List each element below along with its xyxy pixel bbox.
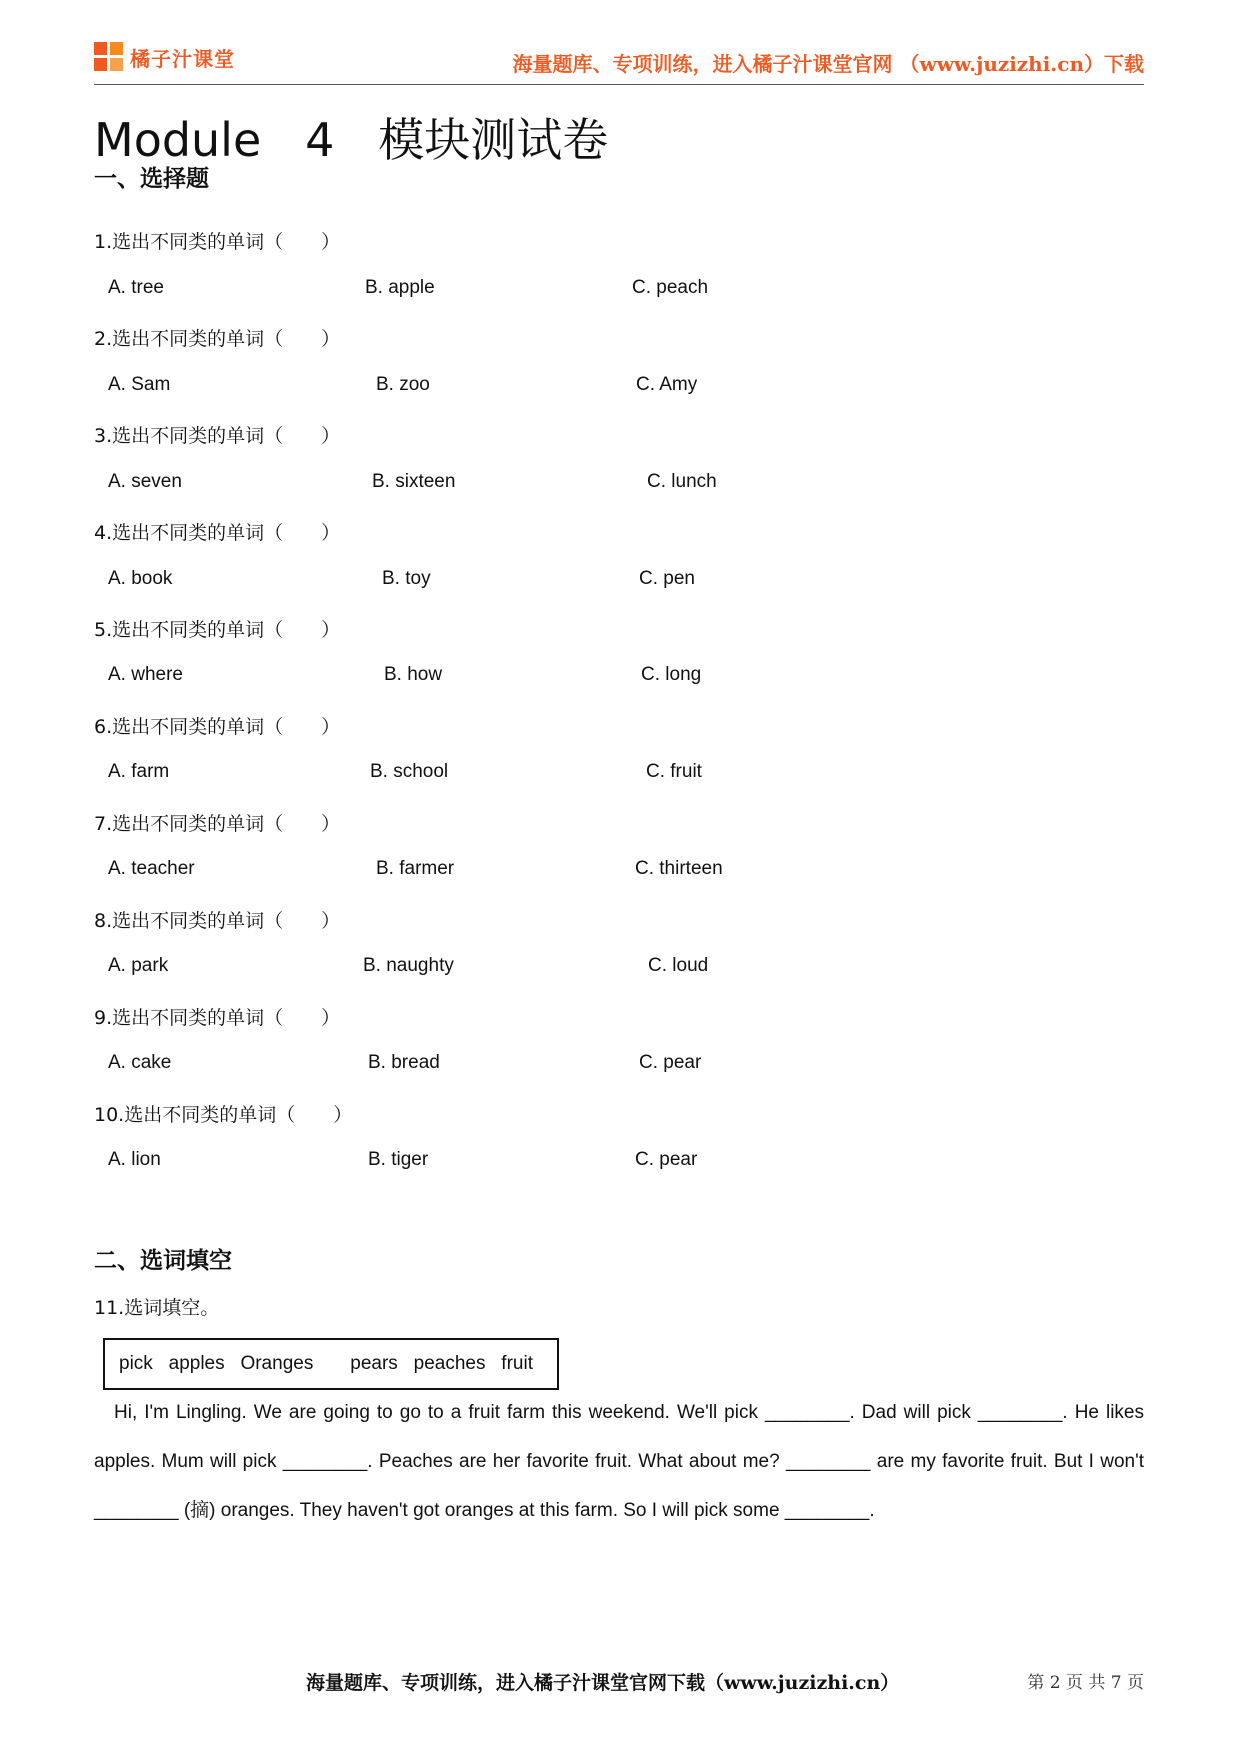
question-2-option-b: B. zoo: [376, 374, 430, 395]
fill-passage: Hi, I'm Lingling. We are going to go to a fruit farm this weekend. We'll pick ________. Dad will pick ________. He likes apples. Mum will pick ________. Peaches are her favorite fruit. What about me? ________ are my favorite fruit. But I won't ________ (摘) oranges. They haven't got oranges at this farm. So I will pick some ________.: [94, 1402, 1144, 1521]
question-7-option-c: C. thirteen: [635, 858, 723, 879]
question-11-stem: 11.选词填空。: [94, 1297, 220, 1319]
question-2-stem: 2.选出不同类的单词（ ）: [94, 328, 341, 350]
section-heading-choice: 一、选择题: [94, 166, 209, 192]
page-title: Module 4 模块测试卷: [94, 113, 609, 167]
question-10-option-b: B. tiger: [368, 1149, 429, 1170]
question-4-option-c: C. pen: [639, 568, 695, 589]
question-3-stem: 3.选出不同类的单词（ ）: [94, 425, 341, 447]
question-9-option-a: A. cake: [108, 1052, 172, 1073]
question-8-option-a: A. park: [108, 955, 169, 976]
question-8-option-c: C. loud: [648, 955, 709, 976]
question-1-stem: 1.选出不同类的单词（ ）: [94, 231, 341, 253]
question-8-stem: 8.选出不同类的单词（ ）: [94, 910, 341, 932]
section-heading-fill: 二、选词填空: [94, 1248, 232, 1274]
page-number: 第 2 页 共 7 页: [1027, 1673, 1144, 1693]
question-9-option-c: C. pear: [639, 1052, 702, 1073]
question-10-option-a: A. lion: [108, 1149, 161, 1170]
orange-squares-logo-icon: [94, 42, 124, 72]
question-1-option-a: A. tree: [108, 277, 164, 298]
question-6-option-b: B. school: [370, 761, 449, 782]
question-5-option-b: B. how: [384, 664, 443, 685]
header-logo: [94, 42, 235, 72]
question-3-option-b: B. sixteen: [372, 471, 456, 492]
question-5-option-c: C. long: [641, 664, 702, 685]
question-1-option-c: C. peach: [632, 277, 709, 298]
question-5-stem: 5.选出不同类的单词（ ）: [94, 619, 341, 641]
word-bank-box: pick apples Oranges pears peaches fruit: [103, 1338, 559, 1390]
question-10-option-c: C. pear: [635, 1149, 698, 1170]
question-7-stem: 7.选出不同类的单词（ ）: [94, 813, 341, 835]
question-10-stem: 10.选出不同类的单词（ ）: [94, 1104, 353, 1126]
question-6-stem: 6.选出不同类的单词（ ）: [94, 716, 341, 738]
header-slogan-link[interactable]: 海量题库、专项训练，进入橘子汁课堂官网 （www.juzizhi.cn）下载: [512, 52, 1144, 76]
question-1-option-b: B. apple: [365, 277, 435, 298]
question-2-option-a: A. Sam: [108, 374, 171, 395]
question-6-option-a: A. farm: [108, 761, 170, 782]
question-8-option-b: B. naughty: [363, 955, 454, 976]
question-2-option-c: C. Amy: [636, 374, 698, 395]
question-7-option-b: B. farmer: [376, 858, 455, 879]
question-3-option-c: C. lunch: [647, 471, 717, 492]
header-divider: [94, 84, 1144, 85]
question-4-option-a: A. book: [108, 568, 173, 589]
question-9-option-b: B. bread: [368, 1052, 440, 1073]
question-5-option-a: A. where: [108, 664, 183, 685]
question-4-stem: 4.选出不同类的单词（ ）: [94, 522, 341, 544]
footer-slogan-link[interactable]: 海量题库、专项训练，进入橘子汁课堂官网下载（www.juzizhi.cn）: [306, 1672, 900, 1694]
logo-text: 橘子汁课堂: [130, 46, 235, 71]
question-7-option-a: A. teacher: [108, 858, 195, 879]
question-3-option-a: A. seven: [108, 471, 182, 492]
question-9-stem: 9.选出不同类的单词（ ）: [94, 1007, 341, 1029]
question-4-option-b: B. toy: [382, 568, 431, 589]
question-6-option-c: C. fruit: [646, 761, 702, 782]
